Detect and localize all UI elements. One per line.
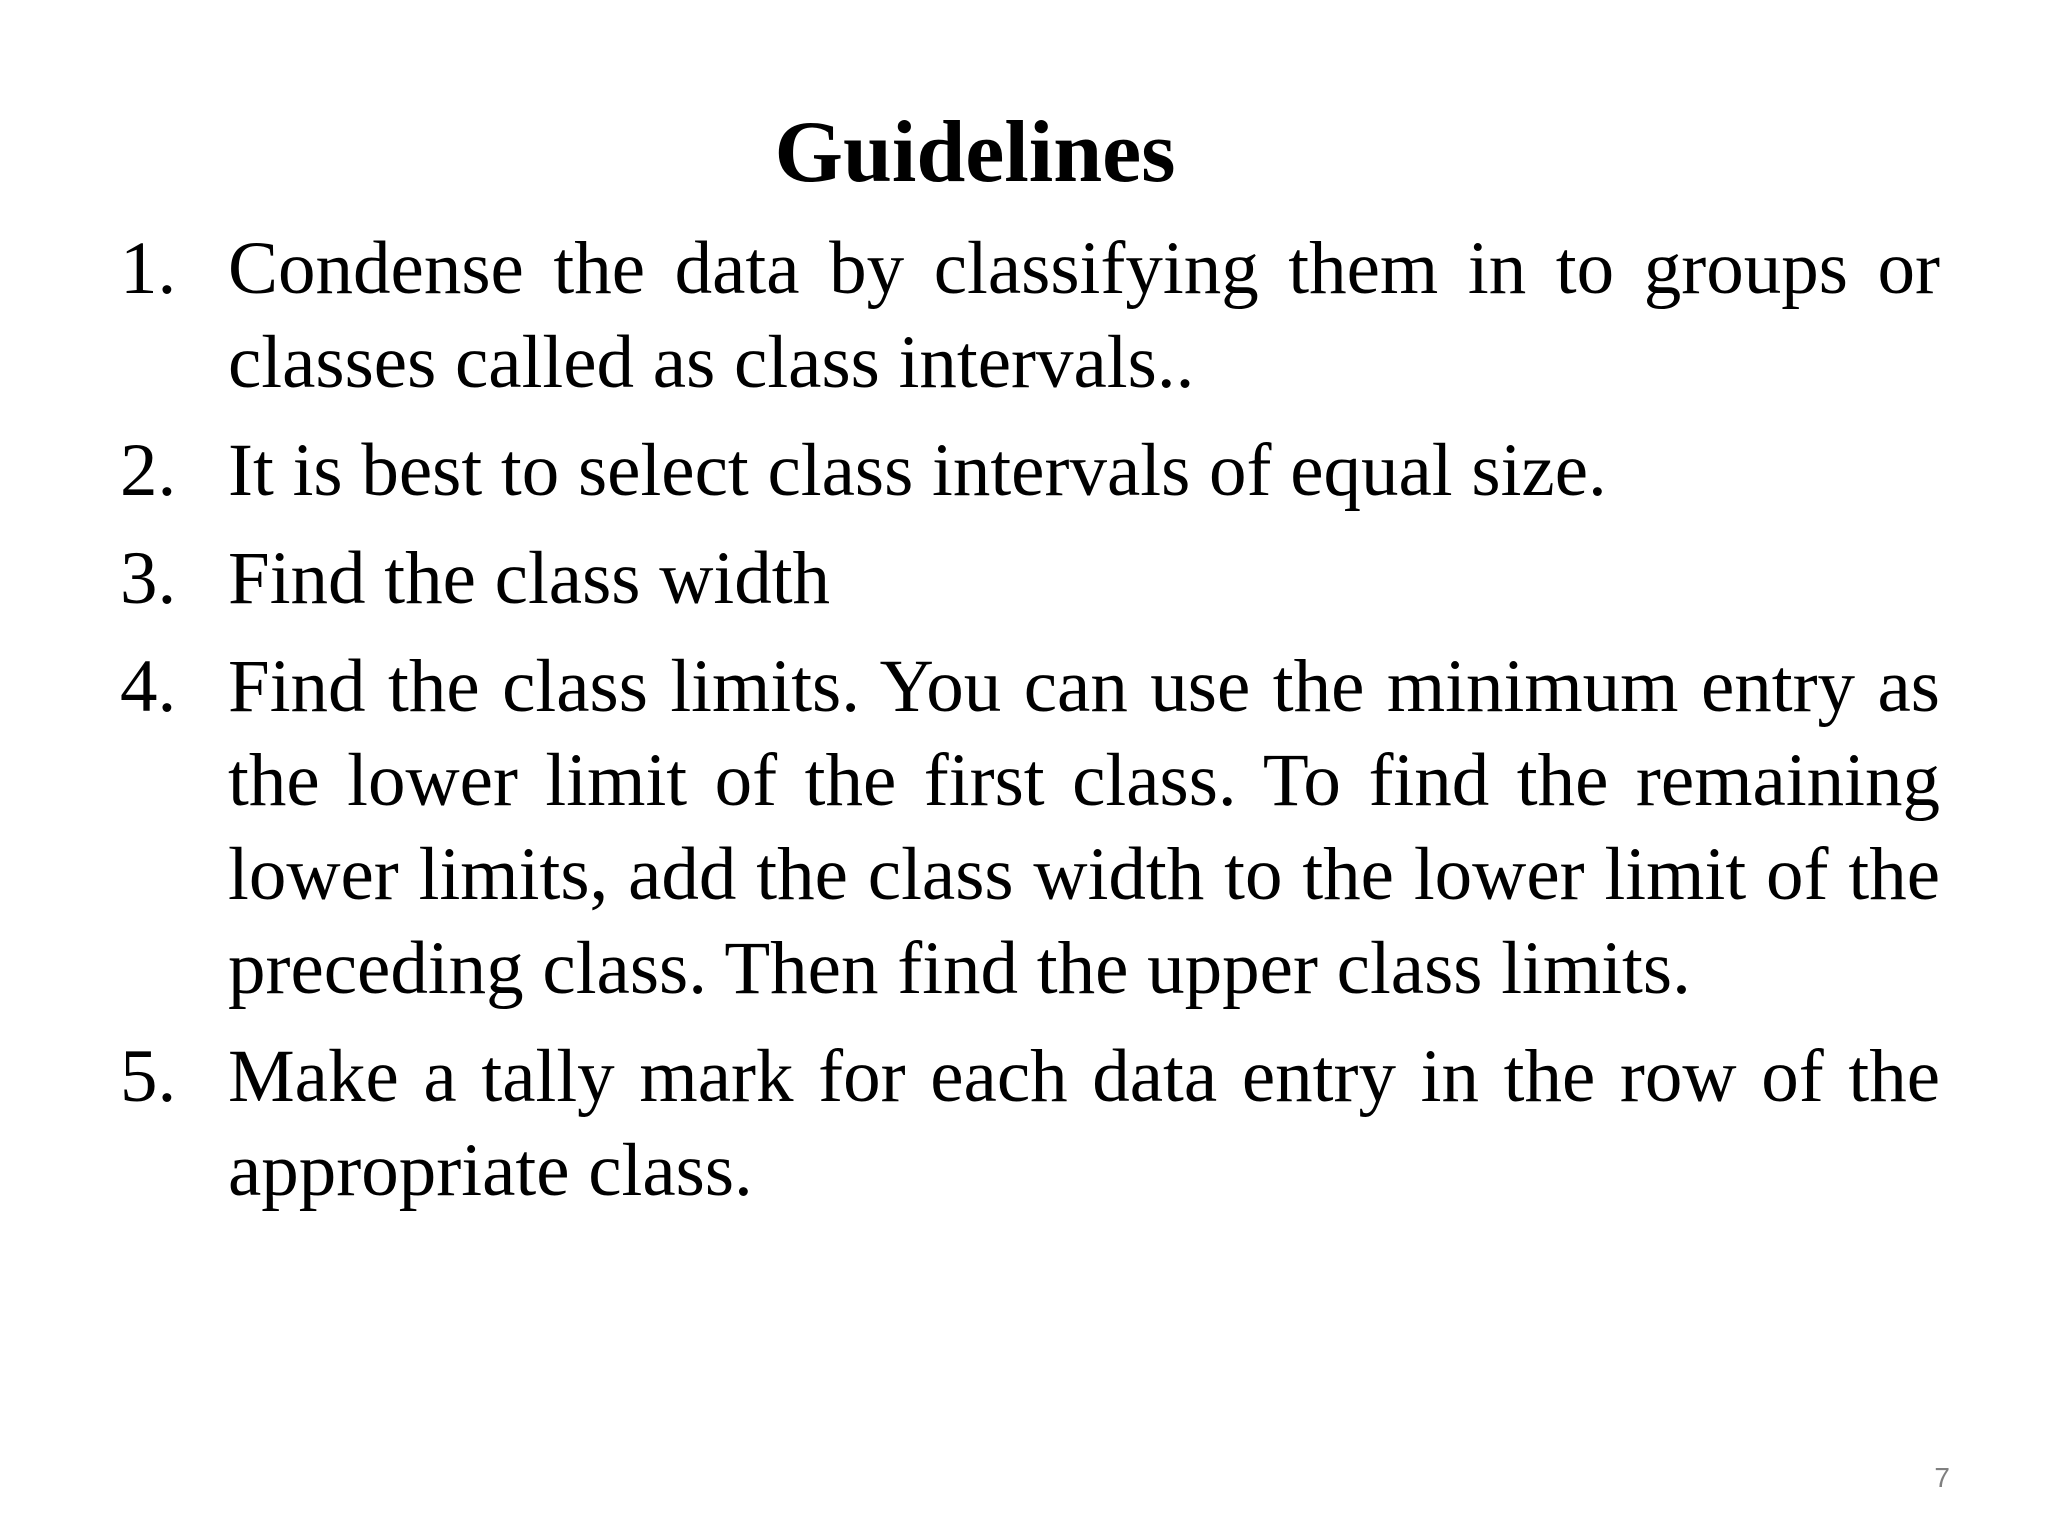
list-item-text: Condense the data by classifying them in to groups or classes called as class intervals..: [228, 227, 1940, 404]
list-item-number: 1.: [120, 227, 177, 310]
list-item: [120, 640, 1940, 1016]
list-item: [120, 1030, 1940, 1218]
list-item-number: 4.: [120, 645, 177, 728]
list-item-text: It is best to select class intervals of equal size.: [228, 429, 1607, 512]
list-item-text: Find the class limits. You can use the minimum entry as the lower limit of the first class. To find the remaining lower limits, add the class width to the lower limit of the preceding class. Then find the upper class limits.: [228, 645, 1940, 1010]
page-number: 7: [1934, 1462, 1950, 1493]
list-item: [120, 222, 1940, 410]
list-item: [120, 532, 1940, 626]
guidelines-list: [120, 222, 1940, 1232]
list-item-number: 5.: [120, 1035, 177, 1118]
list-item-number: 3.: [120, 537, 177, 620]
list-item-text: Make a tally mark for each data entry in the row of the appropriate class.: [228, 1035, 1940, 1212]
slide-title: Guidelines: [774, 104, 1176, 201]
list-item-number: 2.: [120, 429, 177, 512]
list-item-text: Find the class width: [228, 537, 831, 620]
list-item: [120, 424, 1940, 518]
